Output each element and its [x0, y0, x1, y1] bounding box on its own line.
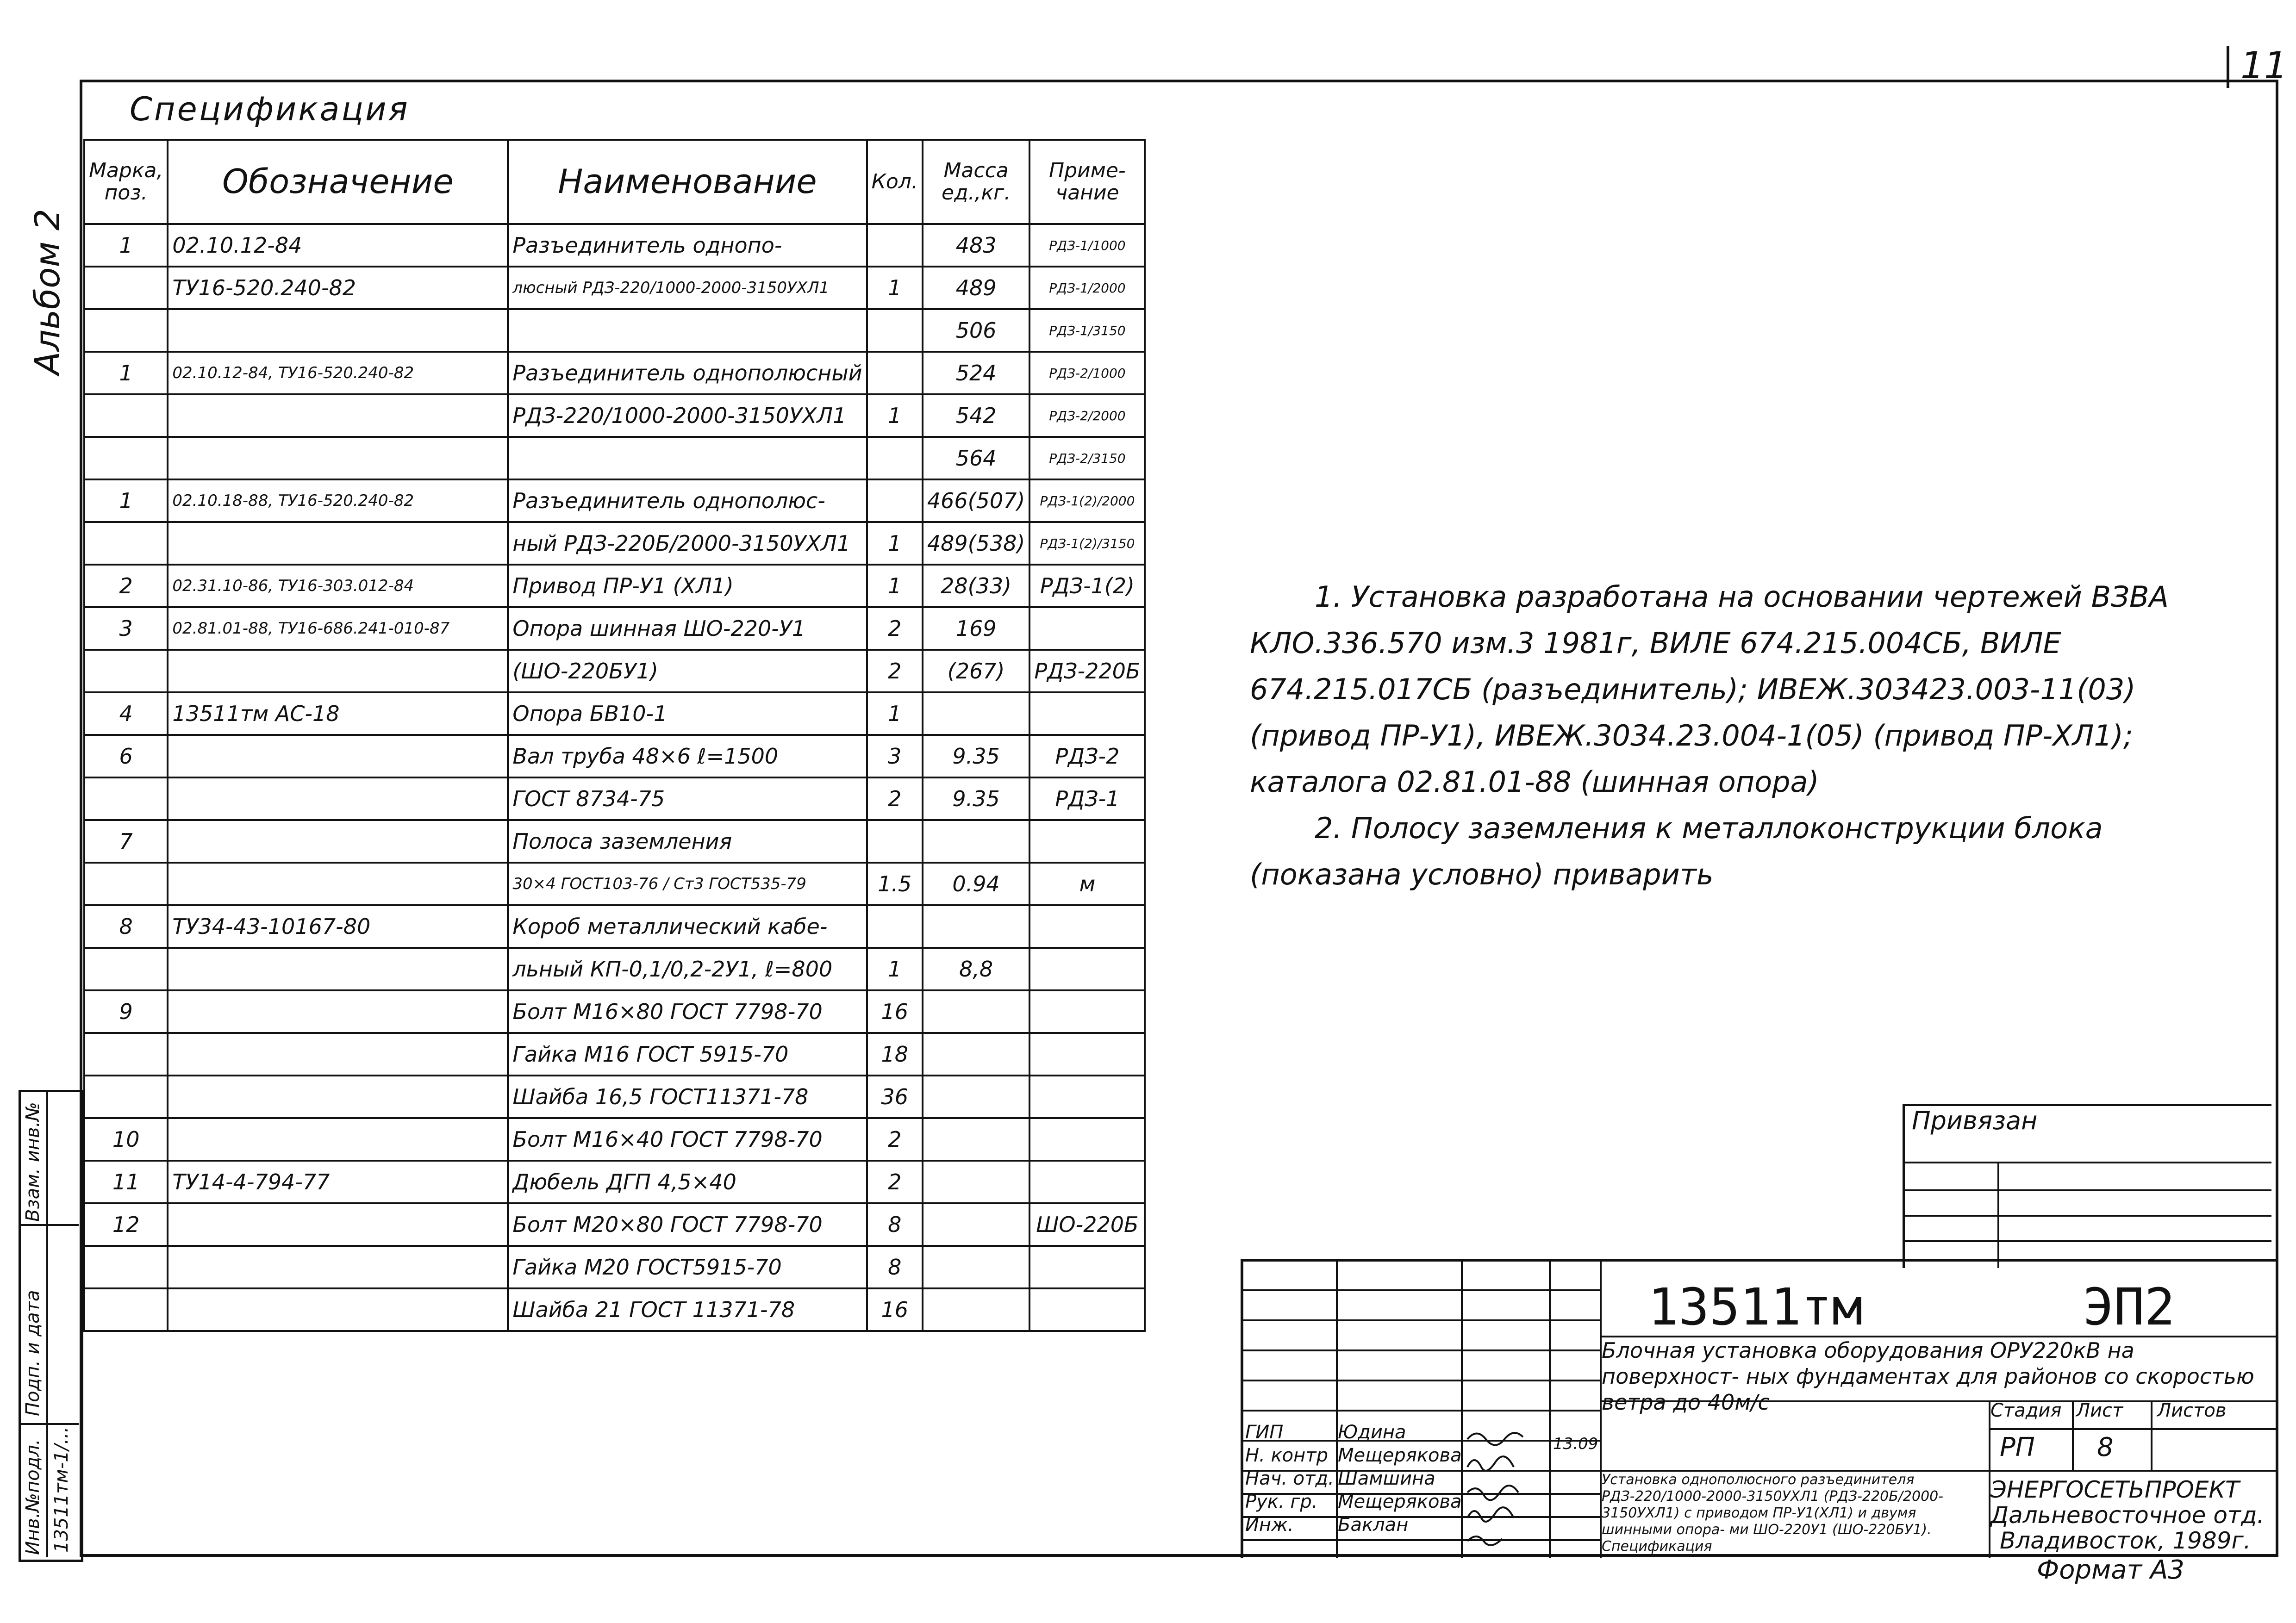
spec-cell-mark — [84, 863, 168, 905]
spec-cell-mass — [923, 1203, 1030, 1246]
format-label: Формат А3 — [2037, 1555, 2184, 1585]
spec-cell-name: (ШО-220БУ1) — [508, 650, 867, 692]
spec-cell-mark — [84, 948, 168, 990]
spec-cell-name: Разъединитель однопо- — [508, 224, 867, 267]
notes — [1250, 574, 2240, 898]
spec-cell-name: Гайка М20 ГОСТ5915-70 — [508, 1246, 867, 1288]
tb-line — [1243, 1440, 1600, 1442]
spec-cell-name — [508, 437, 867, 479]
signatures — [1463, 1425, 1546, 1546]
tb-stage: РП — [2000, 1432, 2035, 1462]
tb-line — [1243, 1349, 1600, 1351]
sheet-number: 11 — [2240, 44, 2288, 87]
spec-cell-qty: 1 — [867, 692, 923, 735]
spec-cell-mark: 12 — [84, 1203, 168, 1246]
spec-cell-designation: ТУ16-520.240-82 — [168, 267, 508, 309]
spec-cell-designation — [168, 948, 508, 990]
spec-body — [84, 224, 1145, 1331]
tb-org-2: Дальневосточное отд. — [1990, 1502, 2265, 1529]
spec-cell-designation: 02.10.12-84, ТУ16-520.240-82 — [168, 352, 508, 394]
spec-cell-note — [1029, 820, 1145, 863]
spec-cell-qty: 2 — [867, 1161, 923, 1203]
spec-table — [83, 139, 1146, 1332]
spec-cell-qty: 8 — [867, 1246, 923, 1288]
tb-sheet-label: Лист — [2076, 1400, 2123, 1421]
spec-cell-mass — [923, 990, 1030, 1033]
spec-cell-qty: 16 — [867, 1288, 923, 1331]
spec-row — [84, 990, 1145, 1033]
spec-cell-mark — [84, 437, 168, 479]
spec-cell-name: Дюбель ДГП 4,5×40 — [508, 1161, 867, 1203]
spec-cell-designation: 13511тм АС-18 — [168, 692, 508, 735]
spec-cell-qty: 8 — [867, 1203, 923, 1246]
spec-cell-qty — [867, 820, 923, 863]
spec-cell-qty: 1 — [867, 565, 923, 607]
spec-cell-note — [1029, 990, 1145, 1033]
spec-cell-designation — [168, 650, 508, 692]
signature-stroke — [1467, 1433, 1523, 1445]
spec-cell-mark: 2 — [84, 565, 168, 607]
spec-cell-designation: ТУ34-43-10167-80 — [168, 905, 508, 948]
spec-cell-mass: 489 — [923, 267, 1030, 309]
spec-cell-name: ГОСТ 8734-75 — [508, 777, 867, 820]
tb-line — [1243, 1516, 1600, 1518]
spec-cell-designation: 02.10.12-84 — [168, 224, 508, 267]
spec-cell-mass — [923, 1161, 1030, 1203]
spec-row — [84, 565, 1145, 607]
signature-stroke — [1467, 1507, 1514, 1522]
spec-cell-mass: 489(538) — [923, 522, 1030, 565]
signer-role: Рук. гр. — [1245, 1491, 1318, 1512]
spec-cell-qty — [867, 224, 923, 267]
spec-cell-note: ШО-220Б — [1029, 1203, 1145, 1246]
spec-cell-designation: 02.81.01-88, ТУ16-686.241-010-87 — [168, 607, 508, 650]
tb-project-title: Блочная установка оборудования ОРУ220кВ на поверхност- ных фундаментах для районов со скоростью ветра до 40м/с — [1602, 1338, 2254, 1415]
spec-title: Спецификация — [130, 90, 410, 128]
spec-cell-designation: 02.31.10-86, ТУ16-303.012-84 — [168, 565, 508, 607]
side-inv-label: Инв.№подл. — [22, 1439, 44, 1555]
tb-line — [1243, 1319, 1600, 1321]
spec-cell-qty — [867, 352, 923, 394]
spec-cell-name: РДЗ-220/1000-2000-3150УХЛ1 — [508, 394, 867, 437]
spec-cell-mass: 542 — [923, 394, 1030, 437]
spec-cell-qty — [867, 479, 923, 522]
spec-row — [84, 735, 1145, 777]
spec-cell-mass: 28(33) — [923, 565, 1030, 607]
tb-sheets-label: Листов — [2157, 1400, 2227, 1421]
tb-code: 13511тм — [1648, 1277, 1863, 1337]
spec-cell-mass — [923, 1288, 1030, 1331]
header-mass: Масса ед.,кг. — [923, 140, 1030, 224]
signer-name: Шамшина — [1338, 1468, 1435, 1489]
spec-cell-name: Полоса заземления — [508, 820, 867, 863]
tb-line — [1243, 1539, 1600, 1541]
spec-cell-designation — [168, 863, 508, 905]
header-note: Приме- чание — [1029, 140, 1145, 224]
spec-row — [84, 1246, 1145, 1288]
spec-cell-mass — [923, 1118, 1030, 1161]
spec-cell-mark — [84, 309, 168, 352]
spec-cell-name: Опора БВ10-1 — [508, 692, 867, 735]
spec-cell-note — [1029, 1246, 1145, 1288]
spec-cell-qty — [867, 905, 923, 948]
spec-cell-mark — [84, 1246, 168, 1288]
spec-row — [84, 692, 1145, 735]
tb-org-1: ЭНЕРГОСЕТЬПРОЕКТ — [1990, 1476, 2240, 1503]
spec-cell-qty: 16 — [867, 990, 923, 1033]
spec-cell-qty: 1.5 — [867, 863, 923, 905]
spec-cell-mass — [923, 820, 1030, 863]
priv-line — [1905, 1240, 2271, 1242]
side-divider — [46, 1090, 48, 1557]
spec-cell-mass — [923, 1076, 1030, 1118]
spec-row — [84, 1076, 1145, 1118]
side-divider — [19, 1423, 79, 1425]
spec-cell-designation — [168, 1118, 508, 1161]
spec-cell-note: м — [1029, 863, 1145, 905]
signature-stroke — [1467, 1456, 1514, 1471]
spec-cell-mass: 506 — [923, 309, 1030, 352]
spec-cell-designation: ТУ14-4-794-77 — [168, 1161, 508, 1203]
spec-cell-qty: 1 — [867, 267, 923, 309]
spec-cell-qty — [867, 309, 923, 352]
spec-cell-note — [1029, 948, 1145, 990]
spec-cell-qty: 18 — [867, 1033, 923, 1076]
spec-header-row — [84, 140, 1145, 224]
spec-cell-mark — [84, 1033, 168, 1076]
spec-cell-mark: 1 — [84, 479, 168, 522]
spec-cell-note: РДЗ-220Б — [1029, 650, 1145, 692]
spec-cell-name: люсный РДЗ-220/1000-2000-3150УХЛ1 — [508, 267, 867, 309]
note-2: 2. Полосу заземления к металлоконструкции блока (показана условно) приварить — [1250, 811, 2103, 891]
spec-cell-mark: 11 — [84, 1161, 168, 1203]
tb-drawing-title: Установка однополюсного разъединителя РДЗ-220/1000-2000-3150УХЛ1 (РДЗ-220Б/2000-3150УХЛ1) с приводом ПР-У1(ХЛ1) и двумя шинными опора- ми ШО-220У1 (ШО-220БУ1). Спецификация — [1602, 1472, 1944, 1555]
side-inv-value: 13511тм-1/... — [51, 1426, 72, 1553]
header-qty: Кол. — [867, 140, 923, 224]
spec-cell-mass: 0.94 — [923, 863, 1030, 905]
spec-cell-designation — [168, 1203, 508, 1246]
spec-cell-mark: 4 — [84, 692, 168, 735]
spec-cell-mass — [923, 692, 1030, 735]
spec-cell-name: Болт М20×80 ГОСТ 7798-70 — [508, 1203, 867, 1246]
spec-cell-designation — [168, 990, 508, 1033]
note-1: 1. Установка разработана на основании чертежей ВЗВА КЛО.336.570 изм.3 1981г, ВИЛЕ 674.215.004СБ, ВИЛЕ 674.215.017СБ (разъединитель); ИВЕЖ.303423.003-11(03) (привод ПР-У1), ИВЕЖ.3034.23.004-1(05) (привод ПР-ХЛ1); каталога 02.81.01-88 (шинная опора) — [1250, 580, 2169, 799]
spec-row — [84, 863, 1145, 905]
spec-cell-name: льный КП-0,1/0,2-2У1, ℓ=800 — [508, 948, 867, 990]
spec-cell-note: РДЗ-2/2000 — [1029, 394, 1145, 437]
spec-cell-mass: 466(507) — [923, 479, 1030, 522]
spec-cell-note — [1029, 1076, 1145, 1118]
spec-cell-mass: 524 — [923, 352, 1030, 394]
spec-cell-mark: 1 — [84, 352, 168, 394]
spec-cell-qty: 1 — [867, 522, 923, 565]
spec-cell-mark — [84, 650, 168, 692]
signature-stroke — [1467, 1536, 1502, 1545]
spec-row — [84, 479, 1145, 522]
spec-row — [84, 309, 1145, 352]
signer-name: Мещерякова — [1338, 1445, 1462, 1466]
spec-cell-designation — [168, 735, 508, 777]
spec-cell-qty: 2 — [867, 777, 923, 820]
tb-sheet: 8 — [2097, 1432, 2114, 1462]
spec-cell-note: РДЗ-2 — [1029, 735, 1145, 777]
spec-cell-mark: 7 — [84, 820, 168, 863]
spec-row — [84, 522, 1145, 565]
spec-cell-note — [1029, 692, 1145, 735]
spec-cell-designation — [168, 394, 508, 437]
spec-cell-name: Вал труба 48×6 ℓ=1500 — [508, 735, 867, 777]
spec-cell-note: РДЗ-1(2)/2000 — [1029, 479, 1145, 522]
album-label: Альбом 2 — [28, 209, 68, 375]
spec-cell-name: 30×4 ГОСТ103-76 / Ст3 ГОСТ535-79 — [508, 863, 867, 905]
spec-cell-mass: 169 — [923, 607, 1030, 650]
spec-cell-mass — [923, 905, 1030, 948]
priv-line — [1905, 1215, 2271, 1217]
spec-cell-note: РДЗ-1/1000 — [1029, 224, 1145, 267]
spec-cell-designation — [168, 1076, 508, 1118]
spec-row — [84, 948, 1145, 990]
spec-cell-note — [1029, 1161, 1145, 1203]
spec-cell-note: РДЗ-1(2) — [1029, 565, 1145, 607]
spec-cell-qty: 2 — [867, 1118, 923, 1161]
signer-role: Н. контр — [1245, 1445, 1328, 1466]
tb-line — [1989, 1428, 2276, 1430]
spec-cell-name: Болт М16×40 ГОСТ 7798-70 — [508, 1118, 867, 1161]
spec-cell-name: Болт М16×80 ГОСТ 7798-70 — [508, 990, 867, 1033]
spec-cell-mass — [923, 1033, 1030, 1076]
spec-cell-mark: 8 — [84, 905, 168, 948]
spec-cell-mass — [923, 1246, 1030, 1288]
spec-cell-name: Опора шинная ШО-220-У1 — [508, 607, 867, 650]
priv-line — [1905, 1189, 2271, 1191]
spec-cell-note: РДЗ-1/3150 — [1029, 309, 1145, 352]
spec-row — [84, 394, 1145, 437]
spec-cell-designation — [168, 820, 508, 863]
spec-cell-mass: 564 — [923, 437, 1030, 479]
spec-cell-mark — [84, 267, 168, 309]
spec-row — [84, 1288, 1145, 1331]
spec-cell-name: Короб металлический кабе- — [508, 905, 867, 948]
spec-cell-qty — [867, 437, 923, 479]
spec-cell-name: Привод ПР-У1 (ХЛ1) — [508, 565, 867, 607]
tb-line — [1243, 1410, 1600, 1412]
spec-cell-note — [1029, 905, 1145, 948]
spec-cell-mass: 483 — [923, 224, 1030, 267]
spec-cell-designation — [168, 437, 508, 479]
signer-name: Баклан — [1338, 1514, 1409, 1536]
spec-cell-name: Разъединитель однополюсный — [508, 352, 867, 394]
spec-row — [84, 1203, 1145, 1246]
privyazan-label: Привязан — [1912, 1106, 2038, 1135]
tb-line — [1243, 1380, 1600, 1381]
spec-row — [84, 777, 1145, 820]
spec-cell-designation — [168, 1288, 508, 1331]
tb-stage-label: Стадия — [1990, 1400, 2062, 1421]
spec-cell-name: Разъединитель однополюс- — [508, 479, 867, 522]
spec-cell-mass: 9.35 — [923, 777, 1030, 820]
spec-cell-designation — [168, 777, 508, 820]
priv-line — [1905, 1162, 2271, 1163]
spec-cell-qty: 1 — [867, 948, 923, 990]
signer-name: Юдина — [1338, 1422, 1406, 1443]
header-name: Наименование — [508, 140, 867, 224]
spec-cell-mark: 10 — [84, 1118, 168, 1161]
spec-row — [84, 224, 1145, 267]
spec-cell-mark: 9 — [84, 990, 168, 1033]
side-vzam-label: Взам. инв.№ — [22, 1102, 44, 1222]
tb-date: 13.09 — [1553, 1435, 1598, 1453]
spec-cell-note: РДЗ-2/1000 — [1029, 352, 1145, 394]
spec-row — [84, 607, 1145, 650]
spec-cell-name: Гайка М16 ГОСТ 5915-70 — [508, 1033, 867, 1076]
side-divider — [19, 1224, 79, 1226]
header-designation: Обозначение — [168, 140, 508, 224]
spec-cell-mark — [84, 394, 168, 437]
spec-cell-name: Шайба 21 ГОСТ 11371-78 — [508, 1288, 867, 1331]
header-mark: Марка, поз. — [84, 140, 168, 224]
spec-cell-designation — [168, 1246, 508, 1288]
side-podp-label: Подп. и дата — [22, 1290, 44, 1416]
spec-row — [84, 1033, 1145, 1076]
spec-cell-qty: 36 — [867, 1076, 923, 1118]
spec-cell-mark — [84, 1288, 168, 1331]
signer-role: Инж. — [1245, 1514, 1294, 1536]
priv-line — [1997, 1162, 1999, 1268]
spec-cell-note — [1029, 1288, 1145, 1331]
spec-cell-mark: 3 — [84, 607, 168, 650]
spec-cell-mark: 6 — [84, 735, 168, 777]
spec-cell-mass: (267) — [923, 650, 1030, 692]
spec-cell-note — [1029, 1118, 1145, 1161]
tb-org-3: Владивосток, 1989г. — [2000, 1527, 2251, 1554]
spec-cell-note: РДЗ-1/2000 — [1029, 267, 1145, 309]
spec-cell-qty: 2 — [867, 650, 923, 692]
spec-row — [84, 267, 1145, 309]
spec-cell-note: РДЗ-2/3150 — [1029, 437, 1145, 479]
spec-row — [84, 820, 1145, 863]
spec-cell-note: РДЗ-1 — [1029, 777, 1145, 820]
spec-cell-note: РДЗ-1(2)/3150 — [1029, 522, 1145, 565]
spec-cell-designation — [168, 522, 508, 565]
spec-cell-mark: 1 — [84, 224, 168, 267]
spec-cell-qty: 3 — [867, 735, 923, 777]
spec-cell-mass: 8,8 — [923, 948, 1030, 990]
signer-role: ГИП — [1245, 1422, 1284, 1443]
spec-cell-mark — [84, 777, 168, 820]
spec-cell-mark — [84, 522, 168, 565]
spec-cell-name: ный РДЗ-220Б/2000-3150УХЛ1 — [508, 522, 867, 565]
spec-cell-qty: 2 — [867, 607, 923, 650]
spec-cell-name — [508, 309, 867, 352]
spec-row — [84, 1118, 1145, 1161]
spec-row — [84, 905, 1145, 948]
spec-cell-designation — [168, 1033, 508, 1076]
signer-name: Мещерякова — [1338, 1491, 1462, 1512]
spec-cell-mark — [84, 1076, 168, 1118]
spec-cell-qty: 1 — [867, 394, 923, 437]
signature-stroke — [1467, 1486, 1518, 1500]
spec-row — [84, 650, 1145, 692]
spec-row — [84, 352, 1145, 394]
spec-cell-name: Шайба 16,5 ГОСТ11371-78 — [508, 1076, 867, 1118]
spec-cell-designation — [168, 309, 508, 352]
signer-role: Нач. отд. — [1245, 1468, 1334, 1489]
spec-cell-note — [1029, 607, 1145, 650]
tb-line — [1243, 1289, 1600, 1291]
spec-cell-mass: 9.35 — [923, 735, 1030, 777]
spec-row — [84, 1161, 1145, 1203]
spec-cell-designation: 02.10.18-88, ТУ16-520.240-82 — [168, 479, 508, 522]
spec-row — [84, 437, 1145, 479]
spec-cell-note — [1029, 1033, 1145, 1076]
tb-sheet-code: ЭП2 — [2083, 1277, 2175, 1337]
